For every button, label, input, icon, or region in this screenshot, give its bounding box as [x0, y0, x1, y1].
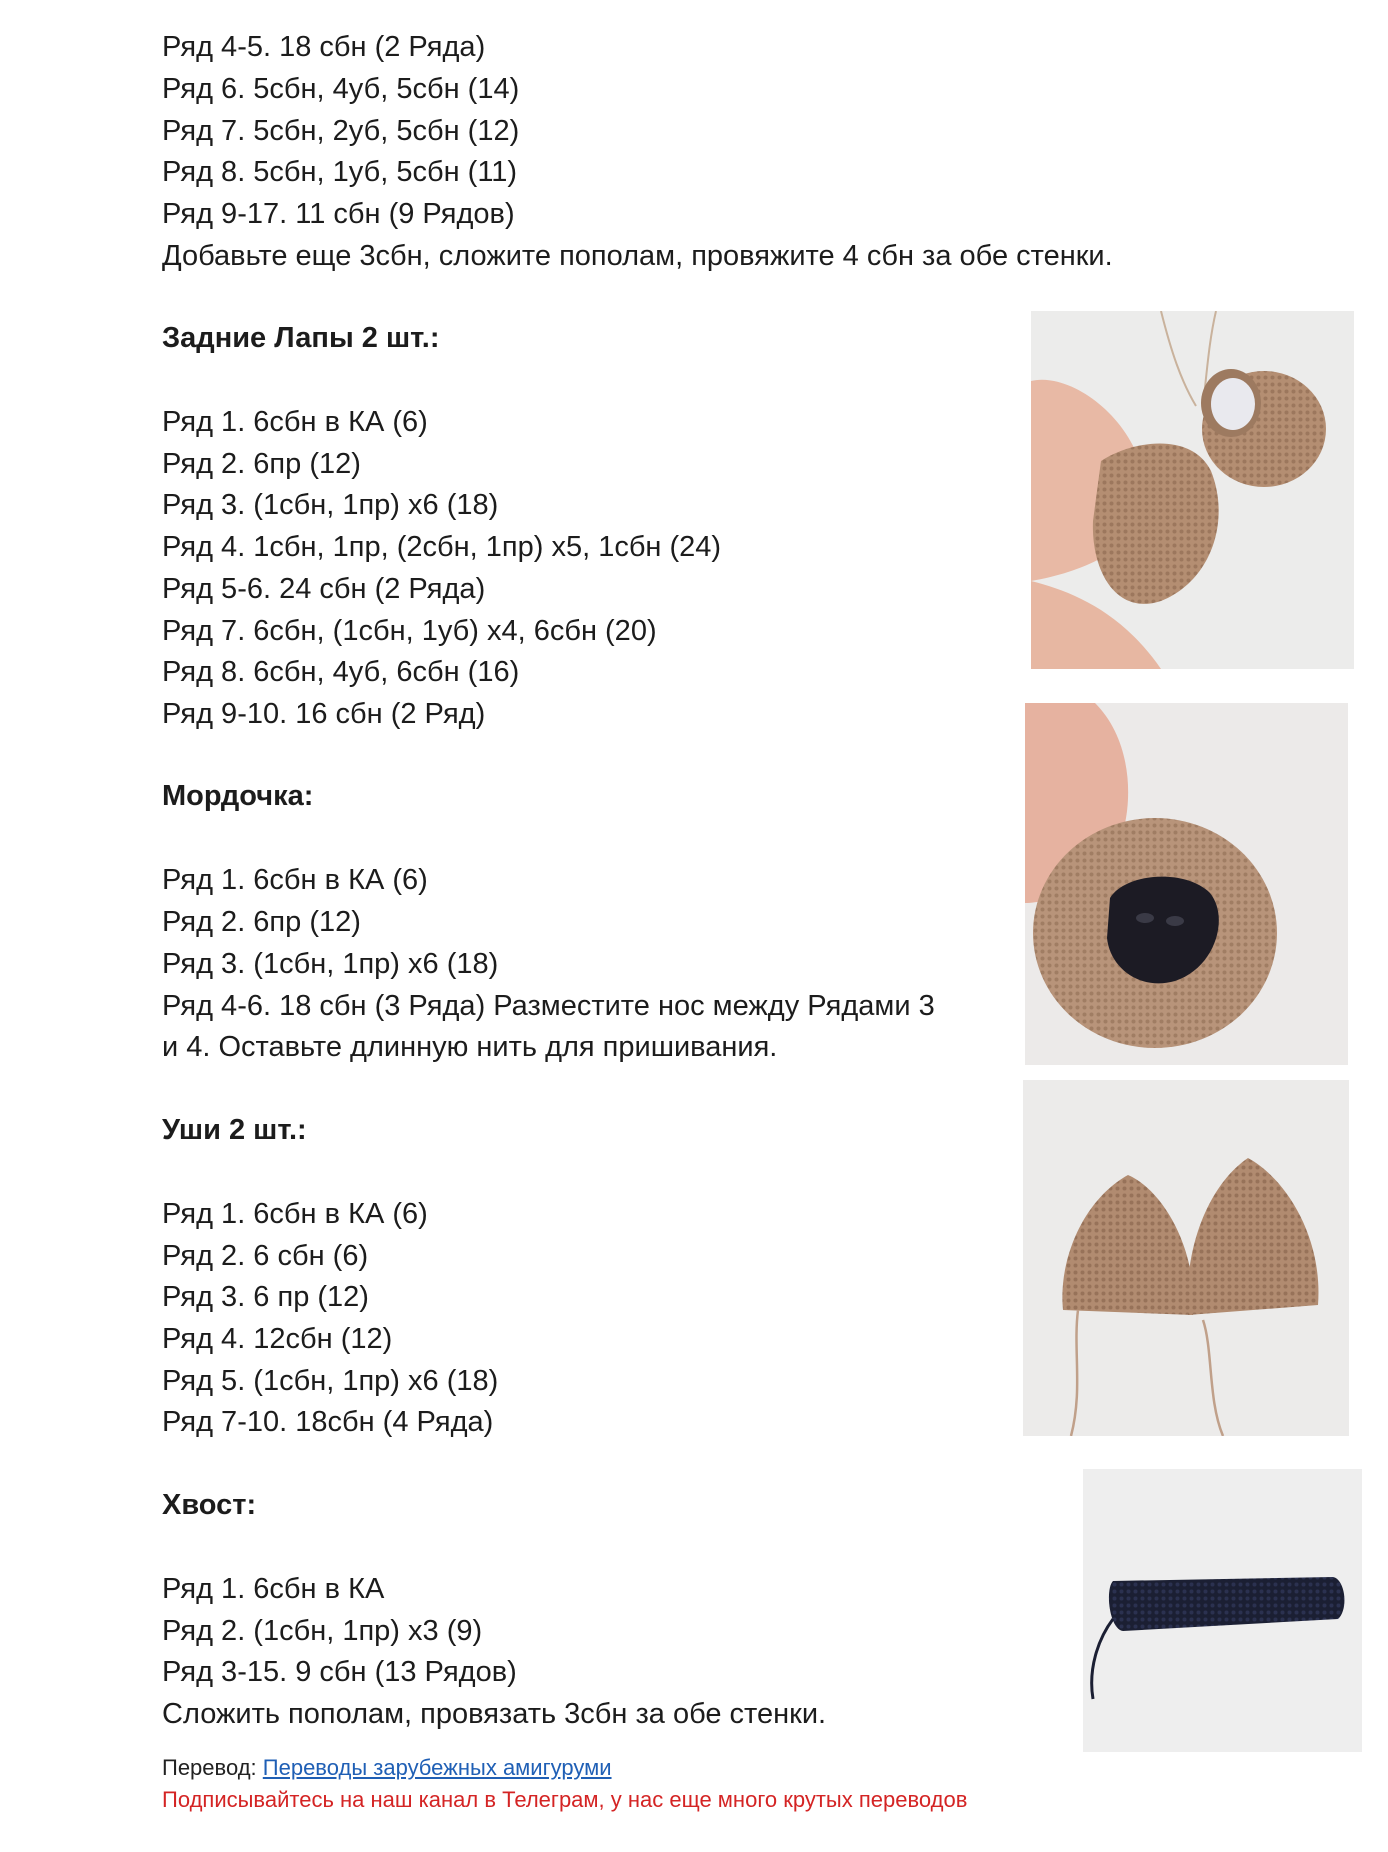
intro-line: Ряд 7. 5сбн, 2уб, 5сбн (12): [162, 115, 520, 147]
intro-line: Ряд 9-17. 11 сбн (9 Рядов): [162, 198, 515, 230]
hind-paws-row: Ряд 5-6. 24 сбн (2 Ряда): [162, 573, 486, 605]
muzzle-row: Ряд 3. (1сбн, 1пр) х6 (18): [162, 948, 499, 980]
tail-row: Ряд 3-15. 9 сбн (13 Рядов): [162, 1656, 517, 1688]
hind-paws-photo: [1031, 311, 1354, 669]
ears-row: Ряд 3. 6 пр (12): [162, 1281, 369, 1313]
muzzle-heading: Мордочка:: [162, 780, 314, 812]
ears-heading: Уши 2 шт.:: [162, 1114, 307, 1146]
hind-paws-row: Ряд 9-10. 16 сбн (2 Ряд): [162, 698, 486, 730]
tail-illustration: [1083, 1469, 1362, 1752]
hind-paws-row: Ряд 3. (1сбн, 1пр) х6 (18): [162, 489, 499, 521]
tail-row: Ряд 2. (1сбн, 1пр) х3 (9): [162, 1615, 483, 1647]
translation-link[interactable]: Переводы зарубежных амигуруми: [262, 1755, 612, 1780]
tail-heading: Хвост:: [162, 1489, 257, 1521]
intro-line: Ряд 4-5. 18 сбн (2 Ряда): [162, 31, 486, 63]
intro-line: Ряд 8. 5сбн, 1уб, 5сбн (11): [162, 156, 518, 188]
tail-photo: [1083, 1469, 1362, 1752]
hind-paws-row: Ряд 1. 6сбн в КА (6): [162, 406, 428, 438]
translation-label: Перевод:: [162, 1755, 263, 1780]
tail-row: Ряд 1. 6сбн в КА: [162, 1573, 385, 1605]
muzzle-row: Ряд 1. 6сбн в КА (6): [162, 864, 428, 896]
muzzle-photo: [1025, 703, 1348, 1065]
muzzle-row: Ряд 2. 6пр (12): [162, 906, 361, 938]
muzzle-illustration: [1025, 703, 1348, 1065]
hind-paws-row: Ряд 7. 6сбн, (1сбн, 1уб) х4, 6сбн (20): [162, 615, 657, 647]
hind-paws-row: Ряд 8. 6сбн, 4уб, 6сбн (16): [162, 656, 520, 688]
ears-row: Ряд 5. (1сбн, 1пр) х6 (18): [162, 1365, 499, 1397]
ears-row: Ряд 2. 6 сбн (6): [162, 1240, 369, 1272]
telegram-promo: Подписывайтесь на наш канал в Телеграм, у нас еще много крутых переводов: [162, 1787, 968, 1812]
hind-paws-row: Ряд 2. 6пр (12): [162, 448, 361, 480]
hind-paws-row: Ряд 4. 1сбн, 1пр, (2сбн, 1пр) х5, 1сбн (24): [162, 531, 722, 563]
translation-credit: [162, 1753, 612, 1783]
hind-paws-heading: Задние Лапы 2 шт.:: [162, 322, 440, 354]
ears-row: Ряд 1. 6сбн в КА (6): [162, 1198, 428, 1230]
tail-row: Сложить пополам, провязать 3сбн за обе стенки.: [162, 1698, 827, 1730]
ears-row: Ряд 7-10. 18сбн (4 Ряда): [162, 1406, 494, 1438]
ears-illustration: [1023, 1080, 1349, 1436]
muzzle-row: Ряд 4-6. 18 сбн (3 Ряда) Разместите нос между Рядами 3: [162, 990, 935, 1022]
intro-line: Добавьте еще 3сбн, сложите пополам, провяжите 4 сбн за обе стенки.: [162, 240, 1113, 272]
intro-line: Ряд 6. 5сбн, 4уб, 5сбн (14): [162, 73, 520, 105]
ears-row: Ряд 4. 12сбн (12): [162, 1323, 393, 1355]
hind-paws-illustration: [1031, 311, 1354, 669]
ears-photo: [1023, 1080, 1349, 1436]
muzzle-row: и 4. Оставьте длинную нить для пришивания.: [162, 1031, 778, 1063]
